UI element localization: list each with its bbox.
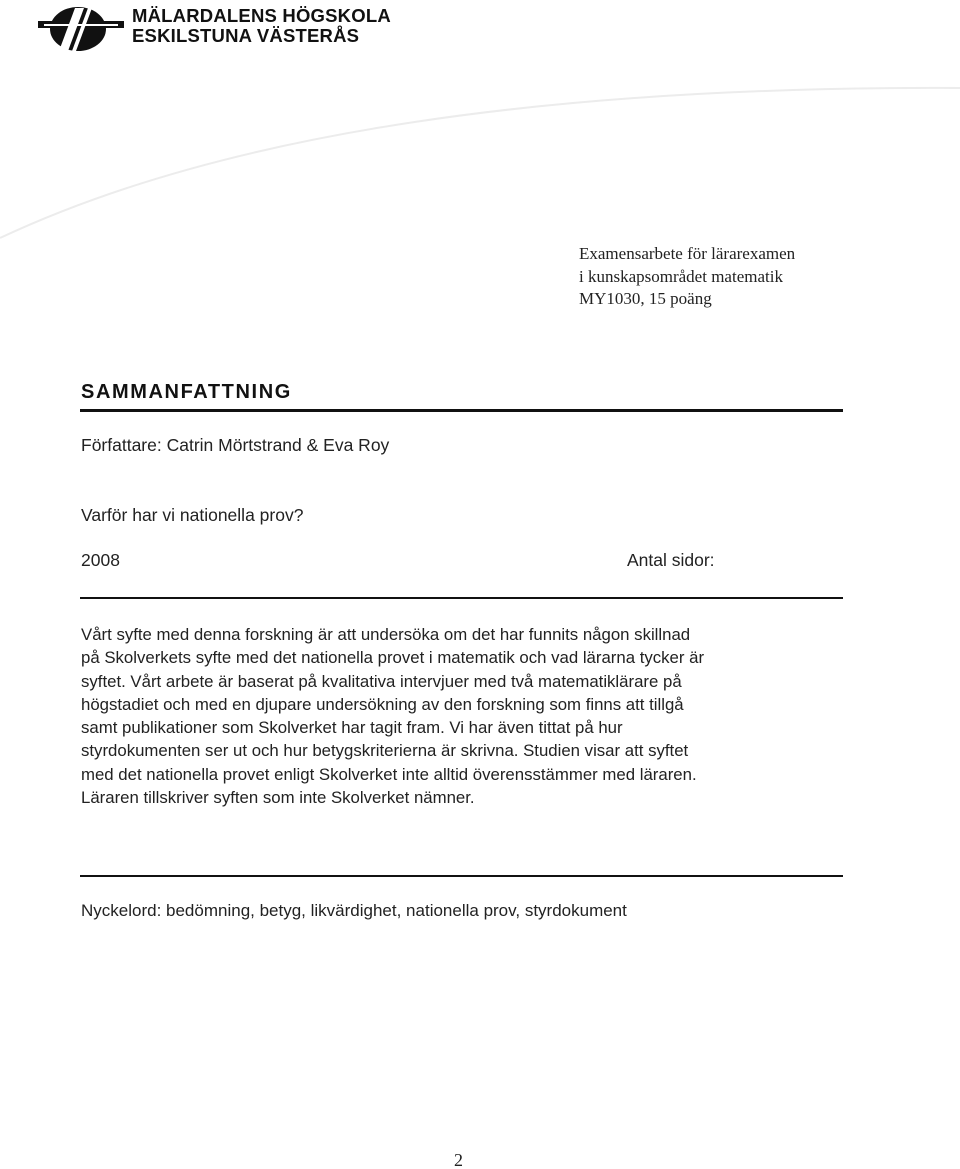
thesis-title: Varför har vi nationella prov? [81, 505, 304, 525]
abstract-line: syftet. Vårt arbete är baserat på kvalitativa intervjuer med två matematiklärare på [81, 671, 682, 691]
keywords: Nyckelord: bedömning, betyg, likvärdighet, nationella prov, styrdokument [81, 901, 627, 920]
authors: Författare: Catrin Mörtstrand & Eva Roy [81, 435, 390, 455]
abstract-line: Vårt syfte med denna forskning är att undersöka om det har funnits någon skillnad [81, 625, 691, 644]
exam-info-line-2: i kunskapsområdet matematik [579, 266, 783, 286]
exam-info-block [579, 243, 795, 311]
abstract-line: på Skolverkets syfte med det nationella provet i matematik och vad lärarna tycker är [81, 648, 705, 668]
exam-info-line-3: MY1030, 15 poäng [579, 289, 712, 308]
page-count-label: Antal sidor: [627, 550, 715, 570]
abstract-line: högstadiet och med en djupare undersökning av den forskning som finns att tillgå [81, 694, 684, 714]
abstract-divider [80, 875, 843, 877]
abstract-line: med det nationella provet enligt Skolverket inte alltid överensstämmer med läraren. [81, 764, 697, 784]
logo-wordmark [132, 6, 391, 46]
section-title: SAMMANFATTNING [81, 381, 292, 403]
title-divider [80, 409, 843, 412]
meta-divider [80, 597, 843, 599]
abstract-line: Läraren tillskriver syften som inte Skolverket nämner. [81, 788, 475, 808]
logo-line-2: ESKILSTUNA VÄSTERÅS [132, 25, 360, 46]
abstract [81, 623, 851, 809]
year: 2008 [81, 550, 120, 570]
abstract-line: styrdokumenten ser ut och hur betygskriterierna är skrivna. Studien visar att syftet [81, 741, 689, 761]
logo-line-1: MÄLARDALENS HÖGSKOLA [132, 5, 391, 26]
abstract-line: samt publikationer som Skolverket har tagit fram. Vi har även tittat på hur [81, 718, 623, 738]
university-logo [38, 4, 391, 52]
page-number: 2 [454, 1150, 463, 1169]
mdh-logo-mark-icon [38, 4, 124, 52]
exam-info-line-1: Examensarbete för lärarexamen [579, 244, 796, 263]
